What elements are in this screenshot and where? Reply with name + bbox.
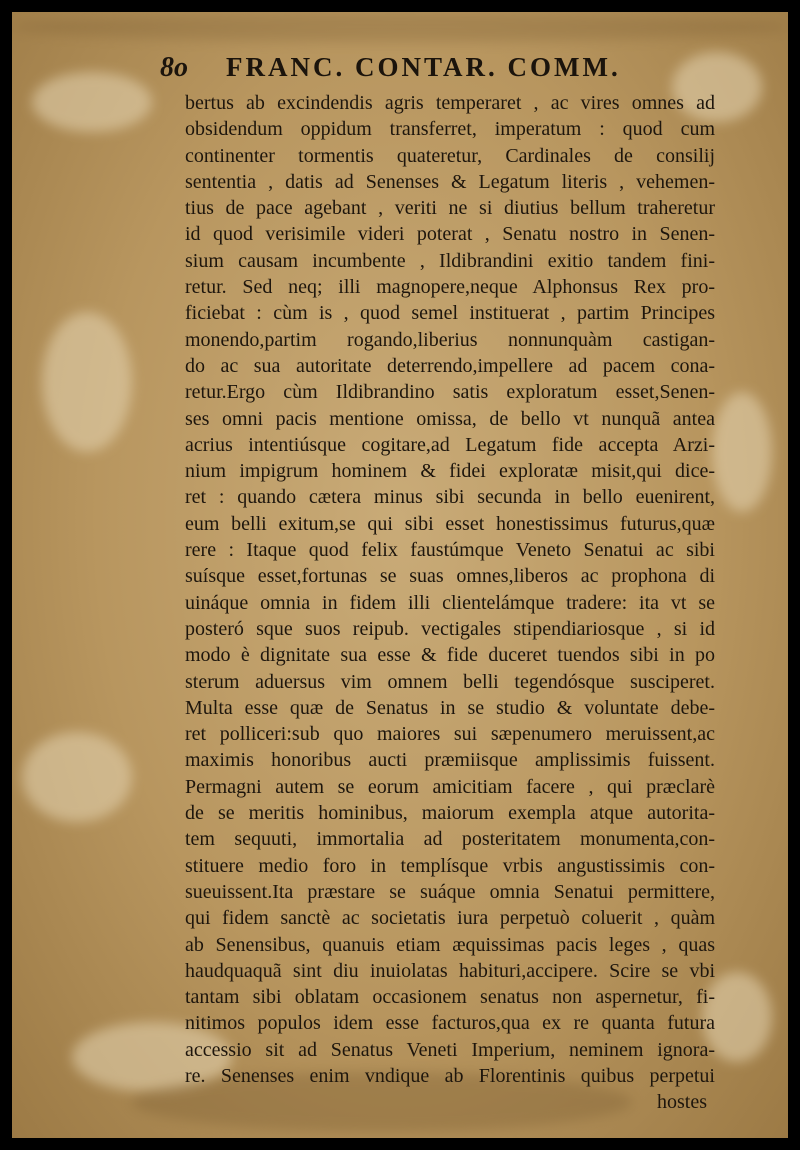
text-line: stituere medio foro in templísque vrbis angustissimis con- (185, 854, 715, 877)
text-line: Permagni autem se eorum amicitiam facere , qui præclarè (185, 775, 715, 798)
text-line: maximis honoribus aucti præmiisque amplissimis fuissent. (185, 749, 715, 772)
text-line: id quod verisimile videri poterat , Senatu nostro in Senen- (185, 223, 715, 246)
text-line: eum belli exitum,se qui sibi esset honestissimus futurus,quæ (185, 512, 715, 535)
folio-number: 8o (160, 52, 188, 83)
document-page (12, 12, 788, 1138)
paper-stain (712, 392, 772, 512)
text-line: acrius intentiúsque cogitare,ad Legatum fide accepta Arzi- (185, 433, 715, 456)
text-line: uináque omnia in fidem illi clientelámque tradere: ita vt se (185, 591, 715, 614)
text-line: tantam sibi oblatam occasionem senatus non aspernetur, fi- (185, 986, 715, 1009)
paper-stain (42, 312, 132, 452)
catchword: hostes (657, 1091, 707, 1114)
text-line: nitimos populos idem esse facturos,qua ex re quanta futura (185, 1012, 715, 1035)
text-line: tem sequuti, immortalia ad posteritatem monumenta,con- (185, 828, 715, 851)
text-line: re. Senenses enim vndique ab Florentinis quibus perpetui (185, 1064, 715, 1087)
text-line: ab Senensibus, quanuis etiam æquissimas pacis leges , quas (185, 933, 715, 956)
text-line: continenter tormentis quateretur, Cardinales de consilij (185, 144, 715, 167)
running-head: FRANC. CONTAR. COMM. (226, 52, 621, 82)
text-line: ses omni pacis mentione omissa, de bello vt nunquã antea (185, 407, 715, 430)
paper-stain (22, 732, 132, 822)
paper-stain (32, 72, 152, 132)
text-line: nium impigrum hominem & fidei exploratæ misit,qui dice- (185, 460, 715, 483)
text-line: retur. Sed neq; illi magnopere,neque Alphonsus Rex pro- (185, 276, 715, 299)
text-line: ficiebat : cùm is , quod semel instituerat , partim Principes (185, 302, 715, 325)
text-line: accessio sit ad Senatus Veneti Imperium, neminem ignora- (185, 1038, 715, 1061)
text-line: do ac sua autoritate deterrendo,impellere ad pacem cona- (185, 354, 715, 377)
text-line: posteró sque suos reipub. vectigales stipendiariosque , si id (185, 617, 715, 640)
text-line: suísque esset,fortunas se suas omnes,liberos ac prophona di (185, 565, 715, 588)
text-line: monendo,partim rogando,liberius nonnunquàm castigan- (185, 328, 715, 351)
text-line: haudquaquã sint diu inuiolatas habituri,accipere. Scire se vbi (185, 959, 715, 982)
text-line: Multa esse quæ de Senatus in se studio & voluntate debe- (185, 696, 715, 719)
paper-stain (12, 12, 788, 42)
text-line: retur.Ergo cùm Ildibrandino satis exploratum esset,Senen- (185, 381, 715, 404)
text-line: sterum aduersus vim omnem belli tegendósque susciperet. (185, 670, 715, 693)
text-line: sium causam incumbente , Ildibrandini exitio tandem fini- (185, 249, 715, 272)
text-line: sententia , datis ad Senenses & Legatum literis , vehemen- (185, 170, 715, 193)
text-line: sueuissent.Ita præstare se suáque omnia Senatui permittere, (185, 880, 715, 903)
body-text (185, 90, 715, 1116)
text-line: modo è dignitate sua esse & fide duceret tuendos sibi in po (185, 644, 715, 667)
text-line: ret polliceri:sub quo maiores sui sæpenumero meruissent,ac (185, 723, 715, 746)
text-line: rere : Itaque quod felix faustúmque Veneto Senatui ac sibi (185, 539, 715, 562)
text-line: bertus ab excindendis agris temperaret , ac vires omnes ad (185, 92, 715, 114)
page-header (160, 50, 720, 90)
text-line: de se meritis hominibus, maiorum exempla atque autorita- (185, 802, 715, 825)
text-line: qui fidem sanctè ac societatis iura perpetuò coluerit , quàm (185, 907, 715, 930)
text-line: ret : quando cætera minus sibi secunda in bello euenirent, (185, 486, 715, 509)
text-line: obsidendum oppidum transferret, imperatum : quod cum (185, 118, 715, 141)
text-line: tius de pace agebant , veriti ne si diutius bellum traheretur (185, 197, 715, 220)
